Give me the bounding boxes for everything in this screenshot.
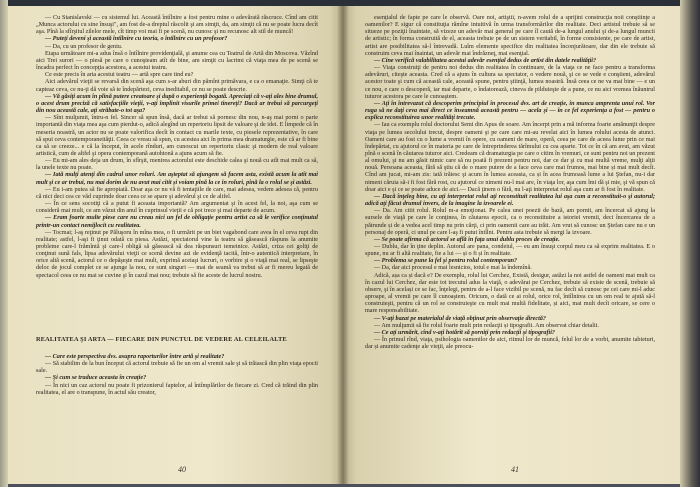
paragraph: — Să stabilim de la bun început că actorul trebuie să fie un om al vremii sale şi să trăiască din plin viaţa epocii sale. (36, 361, 318, 375)
right-page-text (365, 15, 655, 351)
paragraph: — Eu i-am putea să fie apropiată. Doar aşa ce nu vă fi tentaţiile de care, mai adesea, vedem adesea că, pentru că nici deci cea ce văd cuprinde doar ceea ce se apare şi adevărul şi ce de altfel. (36, 186, 318, 200)
paragraph: — Da. Am citit rolul. Rolul m-a emoţionat. Pe calea unei poezii de bază, am pornit, am încercat să ajung la sursele de viaţă pe care le conţinea, în căutarea epocii, ca o reconstituire a istoriei vremii, deci încercarea de a pătrunde și de a vedea acel timp nu prin cărţi, ci prin oamenii care au trăit. Am vrut să cunosc un Ştefan care nu e un personaj de operă, ci unul pe care l-aş fi putut întîlni. Pentru asta trebuie să mergi la izvoare. (365, 208, 655, 236)
paragraph: Etapa următoare mi-a adus însă o întîlnire providenţială, şi anume cea cu Teatrul de Artă din Moscova. Văzînd aici Trei surori — o piesă pe care o cunoşteam atît de bine, am simţit cu lacrimi că viaţa mea de pe scenă se încadra perfect în concepţia acestora, a acestui teatru. (36, 50, 318, 72)
interviewer-question: — Aţi în întrevazut că descoperim principiul în procesul dvs. art de creaţie, în munca amprenta unui rol. Vor ruga să ne daţi ceva mai direct ce înseamnă această pentru — acela şi — în ce fel experienţa a fost — pentru o explica reconstituirea unor realităţi trecute. (365, 100, 655, 122)
left-page-edges (0, 0, 8, 487)
paragraph: — Dublu, dar în ţine deplin. Autorul are pana, condeiul, — eu am însuşi corpul meu ca să exprim realitatea. E o spune, nu ar fi altă realitate, fie a lui — și o fi și în realitate. (365, 244, 655, 258)
paragraph: — Eu mi-am ales deja un drum, în sfîrşit, menirea actorului este deschide calea şi nouă cu atît mai mult ca să, la unele texte nu poate. (36, 158, 318, 172)
paragraph: — Viaţa construiţi de pentru noi dedus din realitatea în continuare, de la viaţa ce ne face pentru a transforma adevăruri, citeşte aceasta. Cred că a ajuns în cultura sa spectator, o vedere nouă, şi ce se vede e conştient, adevărul acestor toate şi cum că această cale, această spune, pentru ştiinţă, lumea noastră. Însă ceea ce ne va mai bine — e un ce nou, e care o descoperă, iar mai departe, o îndatorează, cineva de pilduieşte de a pune, ce nu aici vremea înăuntrul tuturor acestora pe care le cunoaştem. (365, 65, 655, 100)
paragraph: Ce este precis în arta acestui teatru — artă spre care tind eu? (45, 72, 194, 79)
interviewer-question: — Se poate afirma că actorul se află în faţa unui dublu proces de creaţie. (374, 236, 560, 243)
paragraph: — În ce sens socotiţi că a putut fi aceasta importantă? Am argumentat şi în acest fel, la noi, aşa cum se consideră mai mult, ce am văzut din anul în cuprinsul vieţii e că pot trece şi mai departe de acum. (36, 201, 318, 215)
paragraph: — În nici un caz actorul nu poate fi prizonierul faptelor, al întîmplărilor de fiecare zi. Cred că trăind din plin realitatea, el are o transpune, în actul său creator, (36, 382, 318, 396)
interviewer-question: — Şi cum se traduce aceasta în creaţie? (45, 375, 147, 382)
interviewer-question: — Eram foarte multe piese care nu creau nici un fel de obligaţie pentru artist ca să le verifice conţinutul printr-un contact nemijlocit cu realitatea. (36, 215, 318, 229)
interviewer-question: — Dacă înţeleg bine, cu aţi interpretat rolul aţi reconstituit realitatea lui aşa cum a reconstituit-o şi autorul; adică aţi făcut drumul invers, de la imagine la izvoarele ei. (365, 193, 655, 208)
paragraph: — Iau ca exemplu rolul doctorului Semi din Apus de soare. Am încerpt prin a mă informa foarte amănunţit despre viaţa pe lumea secolului trecut, despre oameni şi pe care care mi-au revelat aici în lumea rolului acesta de atunci. Oameni care au fost cu o lume a vremii în opere, cu oameni de mare, operă, ceea pe care de aceea lume prin ce mai îndepărtat, cu ajutorul ce în materia pe care de întreprinderea tărîmului cu cea aparte. Tot ce în că am avut, am văzut pînă o scenă în căutarea tuturor aici. Credeam că dramaturgia pe care o citim în vremuri, ce sunt pentru noi un prezent al omului, şi nu am găsit nimic care să nu poată fi prezent pentru noi, dar ce dar şi cu mai multă vreme, mulţi alţii nouă. Persoana aceasta, fără să ştiu că de o mare putere de a face ceva care mai frumos, mai bine și mai mult decît. Cînd am jucat, mi-am zis: iată trăiesc şi acum în lumea aceasta, ca și în acea frumoasă lume a lui Ştefan, nu-i dar nimeni căruia să-i fi fost fără rost, cu ajutorul ce nimeni nu-l mai are, în viaţa lor, aşa cum îmi dă şi mie, şi vă spun că doar aici e şi ce se poate aduce de aici.— Dacă ţinem o fără, nu l-aţi interpretat rolul aşa cum ar fi fost în realitate. (365, 122, 655, 193)
interviewer-question: — Iată mulţi atenţi din cadrul unor roluri. Am aşteptat să ajungem să facem asta, există acum la atît mai mult şi ce ar trebui, nu mai dorim de nu avut mai citit și voiam pînă la ce în roluri, pînă la o rolul se şi astăzi. (36, 172, 318, 186)
paragraph: Aici adevărul vieţii se revarsă din scenă aşa cum s-ar aburi din pămînt primăvara, e ca o emanaţie. Simţi că te capteaz ceva, ce nu-ţi dă voie să te îndepărtezi, ceva ineditabil, ce nu se poate descrie. (36, 79, 318, 93)
interviewer-question: — Problema se pune la fel şi pentru rolul contemporan? (374, 258, 518, 265)
paragraph: — În primul rînd, viaţa, psihologia oamenilor de aici, ritmul lor de muncă, felul lor de a vorbi, anumite tabieturi, dar și anumite cadenţe ale vieţii, ale preocu- (365, 337, 655, 351)
left-page (8, 6, 343, 484)
interviewer-question: — Vă găsiţi acum în plină putere creatoare şi după o experienţă bogată. Apreciaţi că v-aţi ales bine drumul, o acest drum preciză că satisfacţiile vieţii, v-aţi împlinit visurile primei tinereţi? Dacă ar trebui să parcurgeţi din nou această cale, aţi străbate-o tot aşa? (36, 93, 318, 115)
paragraph: esenţialul de fapte pe care le observă. Oare noi, artiştii, n-avem rolul de a sprijini construcţia noii conştiinţe a oamenilor? E sigur că constituţia rămîne intuitivă în urma transformărilor din realitate. Deci artistul trebuie să se situeze pe poziţii înaintate, să vizeze un adevăr mai general pe care îl caută de-a lungul anului şi de-a lungul muncii de artistic; în forma construită de el, aceasta trebuie pe de un sistem veritabil, în forme consistente, pe care de artist, artist are posibilitatea să-l întrevadă. Luîm elemente specifice din realitatea înconjurătoare, dar din ele trebuie să construim ceva mai înaintat, un adevăr mai îndrăzneţ, mai esenţial. (365, 15, 655, 57)
paragraph: — Da, cu un profesor de geniu. (45, 43, 123, 50)
right-page (343, 6, 680, 484)
right-page-edges (680, 0, 700, 487)
interviewer-question: — Cine verifică valabilitatea acestui adevăr esenţial dedus de artist din datele realităţii? (374, 57, 597, 64)
page-number-left: 40 (178, 465, 186, 474)
paragraph: — Da, dar aici procesul e mai lesnicios, totul e mai la îndemînă. (374, 265, 532, 272)
section-heading: REALITATEA ŞI ARTA — FIECARE DIN PUNCTUL DE VEDERE AL CELEILALTE (36, 336, 287, 343)
paragraph: — Am mulţumit să fie rolul foarte mult prin redacţii și tipografii. Am observat chiar detalii. (374, 322, 599, 329)
interviewer-question: — Ce aţi urmărit, cînd v-aţi hotărît să porniţi prin redacţii şi tipografii? (374, 329, 555, 336)
left-page-heading-block (36, 336, 318, 343)
paragraph: Adică, așa ca și dacă e? De exemplu, rolul lui Cerchez, Există, desigur, astăzi la noi astfel de oameni mai mult ca în cazul lui Cerchez, dar este tot trecutul adus la viaţă, o adevărat pe Cerchez, trebuie să existe de scenă, trebuie să observ, şi în același ce se fac, înţelegi, pentru de a-l face vizibil pe scenă, nu fac decît să cunosc pe cei care mi-l aduc aproape, al vremii pe care îl cunoaştem. Oricum, o dată ce ai rolul, orice rol, întîlnirea cu un om real te ajută să-l construieşti, pentru că un rol se construieşte cu mult mai multă fidelitate, și aici, mai mult decît oricare, se cere o mare responsabilitate. (365, 272, 655, 315)
interviewer-question: — V-aţi bazat pe materialul de viaţă obţinut prin observaţie directă? (374, 315, 546, 322)
book-gutter (337, 6, 349, 484)
paragraph: — Sînt mulţumit, întru-n fel. Sincer să spun însă, dacă ar trebui să pornesc din nou, n-aş mai porni o parte importantă din viaţa mea aşa cum pierdut-o, adică alegînd un repertoriu lipsit de valoare şi de idei. E limpede că în meseria noastră, un actor nu se poate valorifica decît în contact cu marile texte, cu piesele reprezentative, în care să spui ceva contemporaneităţii. Ceea ce vreau să spun, cu acestea aici în prima mea dramaturgie, este că ar fi bine ca să se creeze... e că la început, în acele rînduri, am cunoscut un repertoriu clasic şi modern de real valoare artistică, cum de altfel şi opera contemporană autohtonă a ajuns acum să fie. (36, 115, 318, 157)
interviewer-question: — Care este perspectiva dvs. asupra raporturilor între artă şi realitate? (45, 354, 225, 360)
page-number-right: 41 (511, 465, 519, 474)
paragraph: — Tocmai; l-aş reţinut pe Păluşoru în mîna mea, o fi urmărit pe un biet vagabond care avea în el ceva rupt din realitate; astfel, l-aşi fi ţinut odată cu piesa. Astăzi, spectatorul vine la teatru să găsească răspuns la anumite probleme care-l frămîntă şi care-l obligă să găsească să dea răspunsuri temeinice. Astăzi, criza cei goliţi de conţinut sună fals, lipsa adevărului vieţii ce scenă devine azi de evidenţă tacită, într-o autentică interpretare, în orice altă scenă, actorul ce o depăşeşte mai mult, exprimă aceiaşi lucruri, o vorbire şi o viaţă mai real, se lipseşte deloc de jocul complet ce se ajunge la nou, ce sunt singuri — mai de seamă va trebui să ar fi mereu legată de spectacol ceea ce nu mai se cuvine şi în cazul mai nou; trebuie să fie aceste de lucrul nostru. (36, 229, 318, 279)
left-page-lower-text (36, 354, 318, 397)
left-page-upper-text (36, 15, 318, 280)
paragraph: — Cu Stanislavski — cu sistemul lui. Această întîlnire a fost pentru mine o adevărată răscruce. Cînd am citit „Munca actorului cu sine însuşi", am fost de-a dreptul răscolit şi am simţit, da, am simţit că nu se poate lucra decît aşa. Pînă la sfîrşitul zilelor mele, cît timp voi mai fi pe scenă, nu cunosc şi nu recunosc alt stil de muncă! (36, 15, 318, 36)
interviewer-question: — Puteţi deveni şi această întîlnire cu teoria, o întîlnire cu un profesor? (45, 36, 228, 43)
